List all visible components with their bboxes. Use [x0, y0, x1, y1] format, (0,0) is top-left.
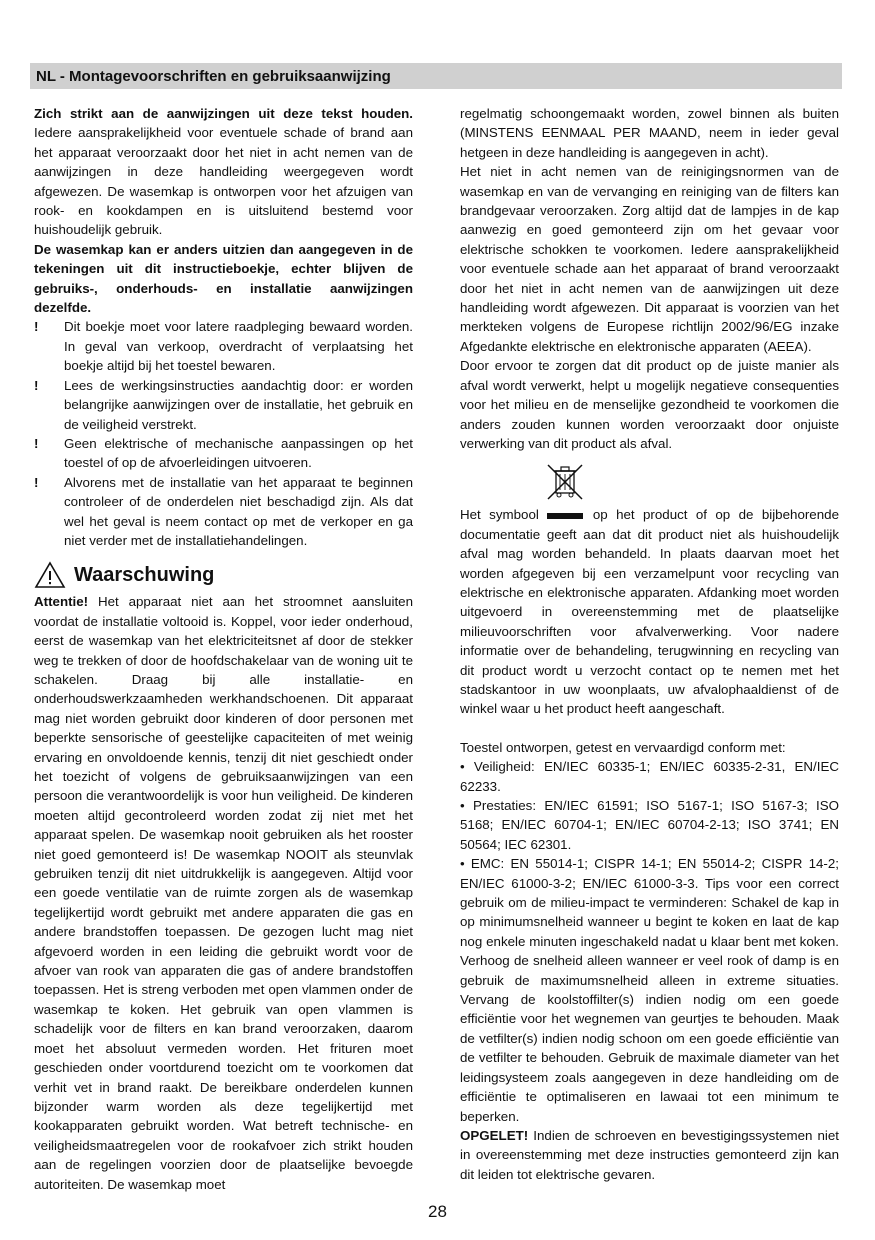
appearance-note: De wasemkap kan er anders uitzien dan aangegeven in de tekeningen uit dit instructieboekje, echter blijven de gebruiks-, onderhouds- en installatie aanwijzingen dezelfde.	[34, 241, 413, 316]
exclamation-mark: !	[34, 435, 39, 451]
crossed-bin-icon	[544, 461, 586, 503]
list-item: ! Geen elektrische of mechanische aanpassingen op het toestel of op de afvoerleidingen uitvoeren.	[34, 435, 413, 471]
caution-paragraph	[460, 1126, 839, 1184]
page-number: 28	[428, 1202, 447, 1221]
left-column	[34, 104, 413, 1194]
attention-text: Het apparaat niet aan het stroomnet aansluiten voordat de installatie voltooid is. Koppel, voor ieder onderhoud, eerst de wasemkap van het elektriciteitsnet af door de stekker weg te trekken of door de hoofdschakelaar van de woning uit te schakelen. Draag bij alle installatie- en onderhoudswerkzaamheden werkhandschoenen. Dit apparaat mag niet worden gebruikt door kinderen of door personen met beperkte sensorische of geestelijke capaciteiten of met weinig ervaring en onvoldoende kennis, tenzij dit niet geschiedt onder het toezicht of volgens de gebruiksaanwijzingen van een persoon die verantwoordelijk is voor hun veiligheid. De kinderen moeten altijd gecontroleerd worden zodat zij niet met het apparaat spelen. De wasemkap nooit gebruiken als het rooster niet goed gemonteerd is! De wasemkap NOOIT als steunvlak gebruiken tenzij dit niet uitdrukkelijk is aangegeven. Altijd voor een goede ventilatie van de ruimte zorgen als de wasemkap tegelijkertijd wordt gebruikt met andere apparaten die gas en andere brandstoffen toepassen. De gezogen lucht mag niet afgevoerd worden in een leiding die gebruikt wordt voor de afvoer van rook van apparaten die gas of andere brandstoffen toepassen. Het is streng verboden met open vlammen onder de wasemkap te koken. Het gebruik van open vlammen is schadelijk voor de filters en kan brand veroorzaken, daarom moet het absoluut vermeden worden. Het frituren moet geschieden onder voortdurend toezicht om te voorkomen dat verhit vet in brand raakt. De bereikbare onderdelen kunnen bijzonder warm worden als deze tegelijkertijd met kookapparaten gebruikt worden. Wat betreft technische- en veiligheidsmaatregelen voor de rookafvoer zich strikt houden aan de regelingen voorzien door de plaatselijke bevoegde autoriteiten. De wasemkap moet	[34, 594, 413, 1192]
cleaning-paragraph: regelmatig schoongemaakt worden, zowel binnen als buiten (MINSTENS EENMAAL PER MAAND, neem in ieder geval hetgeen in deze handleiding is aangegeven in acht).	[460, 106, 839, 160]
caution-label: OPGELET!	[460, 1127, 529, 1143]
symbol-prefix: Het symbool	[460, 507, 539, 523]
exclamation-mark: !	[34, 474, 39, 490]
precaution-list	[34, 317, 413, 550]
intro-bold: Zich strikt aan de aanwijzingen uit deze tekst houden.	[34, 106, 413, 121]
spacer	[460, 719, 839, 738]
disposal-paragraph: Door ervoor te zorgen dat dit product op de juiste manier als afval wordt verwerkt, helpt u mogelijk negatieve consequenties voor het milieu en de menselijke gezondheid te voorkomen die anders zouden kunnen worden veroorzaakt door onjuiste verwerking van dit product als afval.	[460, 358, 839, 451]
maintenance-paragraph: Het niet in acht nemen van de reinigingsnormen van de wasemkap en van de vervanging en reiniging van de filters kan brandgevaar veroorzaken. Zorg altijd dat de lampjes in de kap aanwezig en goed gemonteerd zijn om het gevaar voor elektrische schokken te voorkomen. Iedere aansprakelijkheid voor eventuele schade aan het apparaat of brand veroorzaakt door het niet in acht nemen van de aanwijzingen uit deze handleiding wordt afgewezen. Dit apparaat is voorzien van het merkteken volgens de Europese richtlijn 2002/96/EG inzake Afgedankte elektrische en elektronische apparaten (AEEA).	[460, 164, 839, 354]
intro-paragraph	[34, 104, 413, 240]
section-title: NL - Montagevoorschriften en gebruiksaanwijzing	[36, 68, 391, 85]
section-header-bar	[30, 63, 842, 89]
exclamation-mark: !	[34, 377, 39, 393]
conformity-performance: • Prestaties: EN/IEC 61591; ISO 5167-1; ISO 5167-3; ISO 5168; EN/IEC 60704-1; EN/IEC 60704-2-13; ISO 3741; EN 50564; IEC 62301.	[460, 798, 839, 852]
conformity-emc-tips: • EMC: EN 55014-1; CISPR 14-1; EN 55014-2; CISPR 14-2; EN/IEC 61000-3-2; EN/IEC 61000-3-3. Tips voor een correct gebruik om de milieu-impact te verminderen: Schakel de kap in op minimumsnelheid wanneer u begint te koken en laat de kap nog enkele minuten ingeschakeld nadat u klaar bent met koken. Verhoog de snelheid alleen wanneer er veel rook of damp is en gebruik de maximumsnelheid alleen in extreme situaties. Vervang de koolstoffilter(s) indien nodig om een goede efficiëntie voor het wegnemen van geurtjes te behouden. Maak de vetfilter(s) indien nodig schoon om een goede efficiëntie van de vetfilter te behouden. Gebruik de maximale diameter van het leidingsysteem zoals aangegeven in deze handleiding om de efficiëntie te optimaliseren en lawaai tot een minimum te beperken.	[460, 856, 839, 1124]
list-item: ! Alvorens met de installatie van het apparaat te beginnen controleer of de onderdelen niet beschadigd zijn. Als dat wel het geval is neem contact op met de verkoper en ga niet verder met de installatiehandelingen.	[34, 474, 413, 548]
warning-triangle-icon	[34, 561, 66, 589]
caution-text: Indien de schroeven en bevestigingssystemen niet in overeenstemming met deze instructies gemonteerd zijn kan dit leiden tot elektrische gevaren.	[460, 1127, 839, 1182]
exclamation-mark: !	[34, 319, 39, 335]
symbol-paragraph	[460, 505, 839, 718]
weee-symbol-row	[460, 453, 839, 505]
intro-rest: Iedere aansprakelijkheid voor eventuele schade of brand aan het apparaat veroorzaakt door het niet in acht nemen van de aanwijzingen in deze handleiding weergegeven wordt afgewezen. De wasemkap is ontworpen voor het afzuigen van rook- en kookdampen en is uitsluitend bestemd voor huishoudelijk gebruik.	[34, 125, 413, 238]
list-item: ! Dit boekje moet voor latere raadpleging bewaard worden. In geval van verkoop, overdracht of verplaatsing het boekje altijd bij het toestel bewaren.	[34, 319, 413, 374]
conformity-safety: • Veiligheid: EN/IEC 60335-1; EN/IEC 60335-2-31, EN/IEC 62233.	[460, 759, 839, 794]
black-bar-symbol-icon	[547, 513, 583, 519]
warning-title: Waarschuwing	[74, 563, 215, 586]
conformity-intro: Toestel ontworpen, getest en vervaardigd conform met:	[460, 739, 786, 755]
symbol-text: op het product of op de bijbehorende documentatie geeft aan dat dit product niet als huishoudelijk afval mag worden behandeld. In plaats daarvan moet het worden afgegeven bij een verzamelpunt voor recycling van elektrische en elektronische apparaten. Afdanking moet worden uitgevoerd in overeenstemming met de plaatselijke milieuvoorschriften voor afvalverwerking. Voor nadere informatie over de behandeling, terugwinning en recycling van dit product wordt u verzocht contact op te nemen met het stadskantoor in uw woonplaats, uw afvalophaaldienst of de winkel waar u het product heeft aangeschaft.	[460, 507, 839, 717]
attention-label: Attentie!	[34, 594, 89, 610]
right-column	[460, 104, 839, 1184]
warning-heading	[34, 558, 413, 592]
attention-paragraph	[34, 592, 413, 1194]
list-item: ! Lees de werkingsinstructies aandachtig door: er worden belangrijke aanwijzingen over de installatie, het gebruik en de veiligheid verstrekt.	[34, 377, 413, 432]
